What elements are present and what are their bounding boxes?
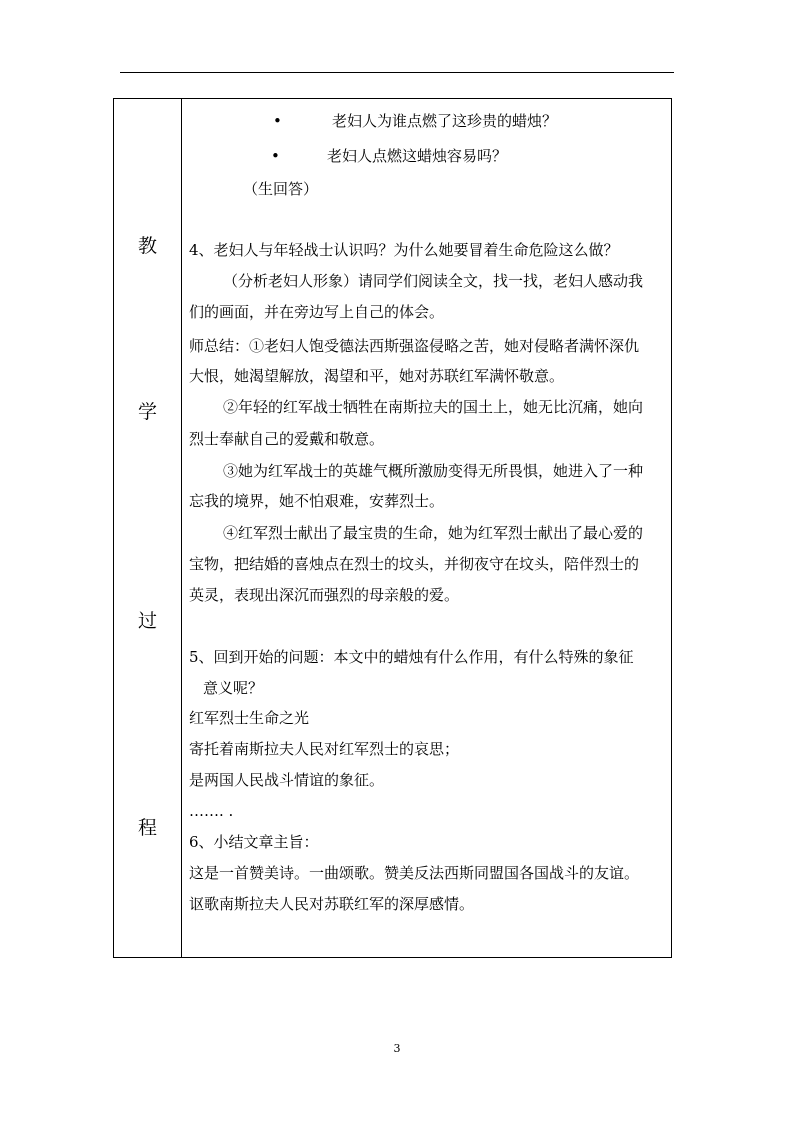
section-label-char-3: 过 [137, 610, 157, 632]
text-line: （生回答） [243, 180, 319, 198]
bullet-question-2: 老妇人点燃这蜡烛容易吗？ [327, 147, 508, 165]
lesson-content [181, 99, 671, 957]
text-line: 意义呢？ [203, 679, 264, 697]
text-line: ……. . [189, 802, 234, 820]
text-line: ②年轻的红军战士牺牲在南斯拉夫的国土上，她无比沉痛，她向 [223, 398, 644, 416]
text-line: 红军烈士生命之光 [189, 709, 310, 727]
text-line: ④红军烈士献出了最宝贵的生命，她为红军烈士献出了最心爱的 [223, 524, 644, 542]
text-line: 英灵，表现出深沉而强烈的母亲般的爱。 [189, 586, 460, 604]
bullet-mark: • [273, 112, 282, 130]
text-line: 师总结：①老妇人饱受德法西斯强盗侵略之苦，她对侵略者满怀深仇 [189, 337, 640, 355]
text-line: 4、老妇人与年轻战士认识吗？为什么她要冒着生命危险这么做？ [189, 241, 619, 259]
text-line: 宝物，把结婚的喜烛点在烈士的坟头，并彻夜守在坟头，陪伴烈士的 [189, 555, 640, 573]
bullet-question-1: 老妇人为谁点燃了这珍贵的蜡烛？ [332, 112, 558, 130]
text-line: 是两国人民战斗情谊的象征。 [189, 771, 385, 789]
section-label-char-1: 教 [137, 235, 157, 257]
section-label-char-4: 程 [137, 817, 157, 839]
page-number: 3 [393, 1042, 401, 1055]
text-line: 烈士奉献自己的爱戴和敬意。 [189, 430, 385, 448]
header-rule [120, 72, 674, 73]
text-line: （分析老妇人形象）请同学们阅读全文，找一找，老妇人感动我 [223, 272, 644, 290]
section-label-column [114, 99, 182, 957]
text-line: 寄托着南斯拉夫人民对红军烈士的哀思； [189, 740, 460, 758]
text-line: 大恨，她渴望解放，渴望和平，她对苏联红军满怀敬意。 [189, 367, 565, 385]
text-line: 讴歌南斯拉夫人民对苏联红军的深厚感情。 [189, 895, 475, 913]
lesson-table [113, 98, 672, 958]
text-line: 5、回到开始的问题：本文中的蜡烛有什么作用，有什么特殊的象征 [189, 648, 634, 666]
section-label-char-2: 学 [137, 401, 157, 423]
text-line: 们的画面，并在旁边写上自己的体会。 [189, 303, 445, 321]
text-line: 忘我的境界，她不怕艰难，安葬烈士。 [189, 492, 445, 510]
bullet-mark: • [271, 147, 280, 165]
text-line: 这是一首赞美诗。一曲颂歌。赞美反法西斯同盟国各国战斗的友谊。 [189, 864, 640, 882]
text-line: 6、小结文章主旨： [189, 833, 319, 851]
text-line: ③她为红军战士的英雄气概所激励变得无所畏惧，她进入了一种 [223, 462, 644, 480]
